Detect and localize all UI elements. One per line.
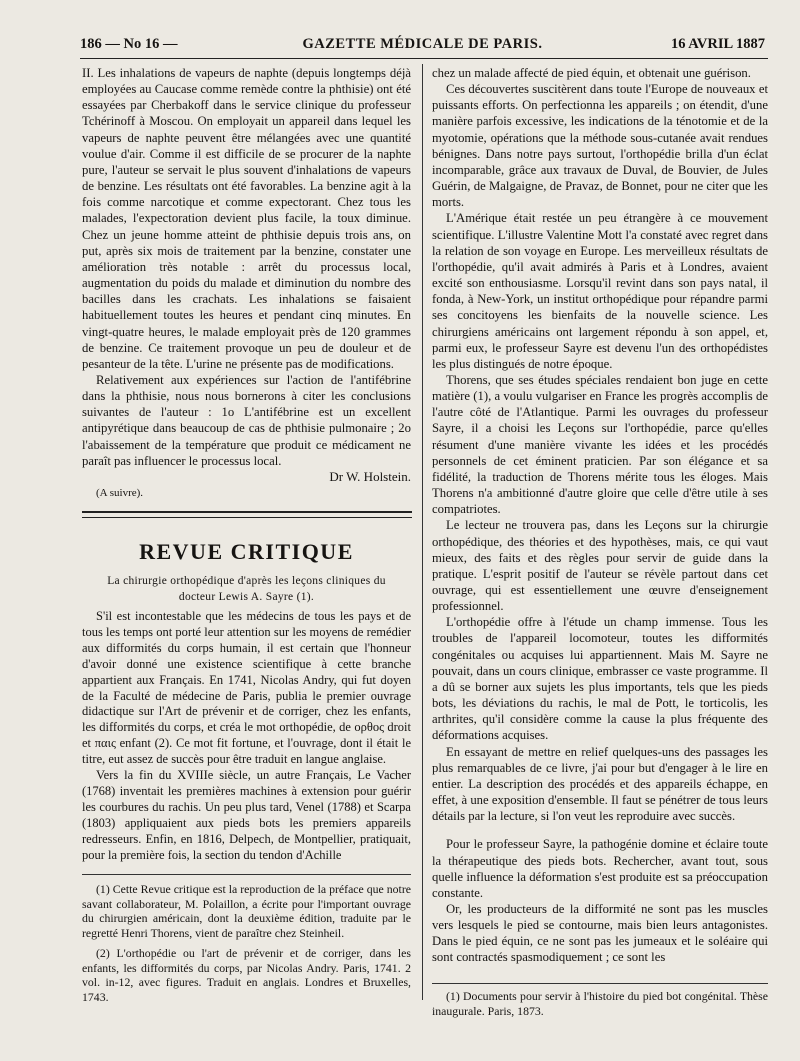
review-right-body (432, 65, 768, 966)
page-number: 186 — No 16 — (80, 36, 178, 52)
article-paragraph: L'orthopédie offre à l'étude un champ immense. Tous les troubles de l'appareil locomoteur, toutes les difformités congénitales ou acquises lui appartiennent. Mais M. Sayre ne pouvait, dans un cours clinique, embrasser ce vaste programme. Il a dû se borner aux sujets les plus importants, tels que les pieds bots, les déviations du rachis, le mal de Pott, le torticolis, les arthrites, qu'il considère comme la cause la plus fréquente des déformations acquises. (432, 615, 768, 743)
article-paragraph: S'il est incontestable que les médecins de tous les pays et de tous les temps ont porté leur attention sur les moyens de remédier aux difformités du corps humain, il est certain que l'honneur d'avoir donné une existence scientifique à cette branche appartient aux Français. En 1741, Nicolas Andry, qui fut doyen de la Faculté de médecine de Paris, publia le premier ouvrage didactique sur l'Art de prévenir et de corriger, chez les enfants, les difformités du corps, et créa le mot orthopédie, de ορθος droit et παις enfant (2). Ce mot fit fortune, et l'ouvrage, dont il était le titre, eut assez de succès pour être traduit en langue anglaise. (82, 609, 411, 767)
subtitle-line: La chirurgie orthopédique d'après les leçons cliniques du (107, 575, 386, 587)
footnote-rule (82, 874, 411, 875)
review-left-body (82, 609, 411, 864)
footnote: (2) L'orthopédie ou l'art de prévenir et de corriger, dans les enfants, les difformités du corps, par Nicolas Andry. Paris, 1741. 2 vol. in-12, avec figures. Traduit en anglais. Londres et Bruxelles, 1743. (82, 945, 411, 1004)
footnote: (1) Cette Revue critique est la reproduction de la préface que notre savant collaborateur, M. Polaillon, a écrite pour l'important ouvrage du chirurgien américain, dont la deuxième édition, traduite par le regretté Henri Thorens, vient de paraître chez Steinheil. (82, 882, 411, 941)
article-paragraph: Le lecteur ne trouvera pas, dans les Leçons sur la chirurgie orthopédique, des théories et des hypothèses, mais, ce qui vaut mieux, des faits et des règles pour servir de guide dans la pratique. L'esprit positif de l'auteur se révèle partout dans cet ouvrage, qui est essentiellement une œuvre d'enseignement professionnel. (432, 518, 768, 614)
right-footnotes (432, 989, 768, 1023)
running-head (80, 36, 765, 56)
article-paragraph: Pour le professeur Sayre, la pathogénie domine et éclaire toute la thérapeutique des pieds bots. Rechercher, avant tout, sous quelle influence la déformation s'est produite est sa préoccupation constante. (432, 837, 768, 900)
section-rule (82, 511, 412, 518)
section-title: REVUE CRITIQUE (139, 539, 354, 564)
article-paragraph: Vers la fin du XVIIIe siècle, un autre Français, Le Vacher (1768) inventait les premières machines à extension pour guérir les courbures du rachis. Un peu plus tard, Venel (1788) et Scarpa (1803) appliquaient aux pieds bots les premiers appareils redresseurs. Enfin, en 1816, Delpech, de Montpellier, pratiquait, pour la première fois, la section du tendon d'Achille (82, 768, 411, 862)
footnote: (1) Documents pour servir à l'histoire du pied bot congénital. Thèse inaugurale. Paris, 1873. (432, 989, 768, 1018)
article-paragraph: Thorens, que ses études spéciales rendaient bon juge en cette matière (1), a voulu vulgariser en France les progrès accomplis de l'autre côté de l'Atlantique. Parmi les ouvrages du professeur Sayre, il a choisi les Leçons sur l'orthopédie, parce qu'elles résument d'une manière vivante les idées et les procédés personnels de cet éminent praticien. Par son élégance et sa fidélité, la traduction de Thorens mérite tous les éloges. Mais Thorens n'a ambitionné d'autre gloire que celle d'être utile à ses compatriotes. (432, 372, 768, 517)
left-footnotes (82, 882, 411, 1010)
column-divider (422, 64, 423, 1000)
article-paragraph: II. Les inhalations de vapeurs de naphte (depuis longtemps déjà employées au Caucase comme remède contre la phthisie) ont été essayées par Cherbakoff dans le service clinique du professeur Tchérinoff à Moscou. On employait un appareil dans lequel les vapeurs de naphte peuvent être mélangées avec une quantité voulue d'air. Comme il est difficile de se procurer de la naphte pure, l'auteur se servait le plus souvent d'inhalations de vapeurs de benzine. Les résultats ont été favorables. La benzine agit à la fois comme narcotique et comme expectorant. Chez tous les malades, l'expectoration devient plus facile, la toux diminue. Chez un jeune homme atteint de phthisie depuis trois ans, on put, après six mois de traitement par la benzine, constater une amélioration très notable : arrêt du processus local, augmentation du poids du malade et diminution du nombre des bacilles dans les crachats. Les inhalations se faisaient habituellement toutes les heures et pendant cinq minutes. En vingt-quatre heures, le malade employait près de 120 grammes de benzine. Ce traitement provoque un peu de douleur et de pesanteur de la tête. L'urine ne présente pas de modifications. (82, 66, 411, 371)
journal-title: GAZETTE MÉDICALE DE PARIS. (302, 36, 543, 52)
footnote-rule (432, 983, 768, 984)
header-rule (80, 58, 768, 59)
issue-date: 16 AVRIL 1887 (670, 36, 765, 52)
article-paragraph: Ces découvertes suscitèrent dans toute l'Europe de nouveaux et puissants efforts. On perfectionna les appareils ; on étendit, d'une manière parfois excessive, les indications de la ténotomie et de la myotomie, opérations que la méthode sous-cutanée avait rendues bénignes. Dans notre pays surtout, l'orthopédie brilla d'un éclat incomparable, grâce aux travaux de Duval, de Bouvier, de Jules Guérin, de Malgaigne, de Pravaz, de Bonnet, pour ne citer que les morts. (432, 82, 768, 210)
author-signature: Dr W. Holstein. (329, 468, 411, 484)
article-paragraph: Or, les producteurs de la difformité ne sont pas les muscles vers lesquels le pied se contourne, mais bien leurs antagonistes. Dans le pied équin, ce ne sont pas les jumeaux et le soléaire qui sont contractés spasmodiquement ; ce sont les (432, 901, 768, 965)
article-paragraph: chez un malade affecté de pied équin, et obtenait une guérison. (432, 66, 751, 80)
to-be-continued: (A suivre). (96, 487, 144, 500)
article-paragraph: Relativement aux expériences sur l'action de l'antifébrine dans la phthisie, nous nous bornerons à citer les conclusions suivantes de l'auteur : 1o L'antifébrine est un excellent antipyrétique dans beaucoup de cas de phthisie pulmonaire ; 2o l'abaissement de la température que produit ce médicament ne paraît pas influencer le processus local. (82, 372, 411, 468)
article-paragraph: En essayant de mettre en relief quelques-uns des passages les plus remarquables de ce livre, j'ai pour but d'engager à le lire en entier. La description des procédés et des appareils échappe, en effet, à une exposition d'ensemble. Il faut se pénétrer de tous leurs détails par la lecture, si l'on veut les reproduire avec succès. (432, 744, 768, 824)
article-paragraph: L'Amérique était restée un peu étrangère à ce mouvement scientifique. L'illustre Valentine Mott l'a constaté avec regret dans la relation de son voyage en Europe. Les merveilleux résultats de l'orthopédie, qu'il avait admirés à Paris et à Londres, avaient excité son enthousiasme. Lorsqu'il revint dans son pays natal, il fonda, à New-York, un institut orthopédique pour répandre parmi ses concitoyens les bienfaits de la nouvelle science. Les chirurgiens américains ont largement répondu à son appel, et, parmi eux, le professeur Sayre est devenu l'un des orthopédistes les plus distingués de notre époque. (432, 211, 768, 371)
previous-article (82, 65, 411, 501)
article-subtitle (82, 573, 411, 605)
subtitle-line: docteur Lewis A. Sayre (1). (178, 591, 315, 603)
